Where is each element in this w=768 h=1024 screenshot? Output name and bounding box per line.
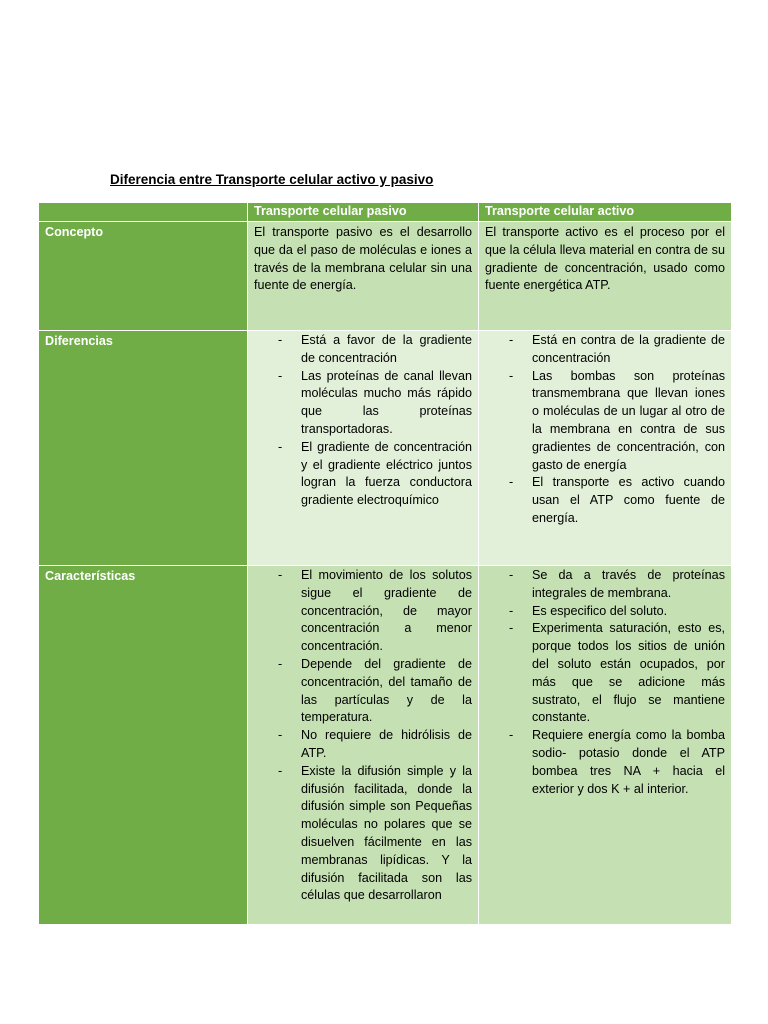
list-item: - No requiere de hidrólisis de ATP. xyxy=(301,727,472,763)
concepto-activo-text: El transporte activo es el proceso por el que la célula lleva material en contra de su gradiente de concentración, usado como fuente energética ATP. xyxy=(485,225,725,293)
list-item: - Está a favor de la gradiente de concentración xyxy=(301,332,472,368)
list-item: - Las proteínas de canal llevan moléculas mucho más rápido que las proteínas transportadoras. xyxy=(301,368,472,439)
row-label-concepto: Concepto xyxy=(39,222,248,331)
caracteristicas-activo-list xyxy=(485,567,725,798)
list-item: - Existe la difusión simple y la difusión facilitada, donde la difusión simple son Pequeñas moléculas no polares que se disuelven fácilmente en las membranas lipídicas. Y la difusión facilitada son las células que desarrollaron xyxy=(301,763,472,905)
table-row-concepto xyxy=(39,222,732,331)
cell-diferencias-activo xyxy=(479,331,732,566)
cell-caracteristicas-pasivo xyxy=(248,566,479,925)
table-row-diferencias xyxy=(39,331,732,566)
list-item: - Depende del gradiente de concentración, del tamaño de las partículas y de la temperatura. xyxy=(301,656,472,727)
header-pasivo: Transporte celular pasivo xyxy=(248,203,479,222)
caracteristicas-pasivo-list xyxy=(254,567,472,905)
document-title: Diferencia entre Transporte celular activo y pasivo xyxy=(110,172,434,187)
row-label-caracteristicas: Características xyxy=(39,566,248,925)
cell-concepto-activo xyxy=(479,222,732,331)
header-empty-cell xyxy=(39,203,248,222)
list-item: - Experimenta saturación, esto es, porque todos los sitios de unión del soluto están ocupados, por más que se adicione más sustrato, el flujo se mantiene constante. xyxy=(532,620,725,727)
list-item: - Requiere energía como la bomba sodio- potasio donde el ATP bombea tres NA + hacia el exterior y dos K + al interior. xyxy=(532,727,725,798)
list-item: - Está en contra de la gradiente de concentración xyxy=(532,332,725,368)
diferencias-activo-list xyxy=(485,332,725,528)
list-item: - El gradiente de concentración y el gradiente eléctrico juntos logran la fuerza conductora gradiente electroquímico xyxy=(301,439,472,510)
list-item: - El movimiento de los solutos sigue el gradiente de concentración, de mayor concentración a menor concentración. xyxy=(301,567,472,656)
comparison-table xyxy=(38,202,732,925)
table-row-caracteristicas xyxy=(39,566,732,925)
list-item: - El transporte es activo cuando usan el ATP como fuente de energía. xyxy=(532,474,725,527)
cell-concepto-pasivo xyxy=(248,222,479,331)
list-item: - Es especifico del soluto. xyxy=(532,603,725,621)
list-item: - Las bombas son proteínas transmembrana que llevan iones o moléculas de un lugar al otro de la membrana en contra de sus gradientes de concentración, con gasto de energía xyxy=(532,368,725,475)
concepto-pasivo-text: El transporte pasivo es el desarrollo que da el paso de moléculas e iones a través de la membrana celular sin una fuente de energía. xyxy=(254,225,472,293)
header-activo: Transporte celular activo xyxy=(479,203,732,222)
cell-caracteristicas-activo xyxy=(479,566,732,925)
list-item: - Se da a través de proteínas integrales de membrana. xyxy=(532,567,725,603)
table-header-row xyxy=(39,203,732,222)
row-label-diferencias: Diferencias xyxy=(39,331,248,566)
cell-diferencias-pasivo xyxy=(248,331,479,566)
diferencias-pasivo-list xyxy=(254,332,472,510)
